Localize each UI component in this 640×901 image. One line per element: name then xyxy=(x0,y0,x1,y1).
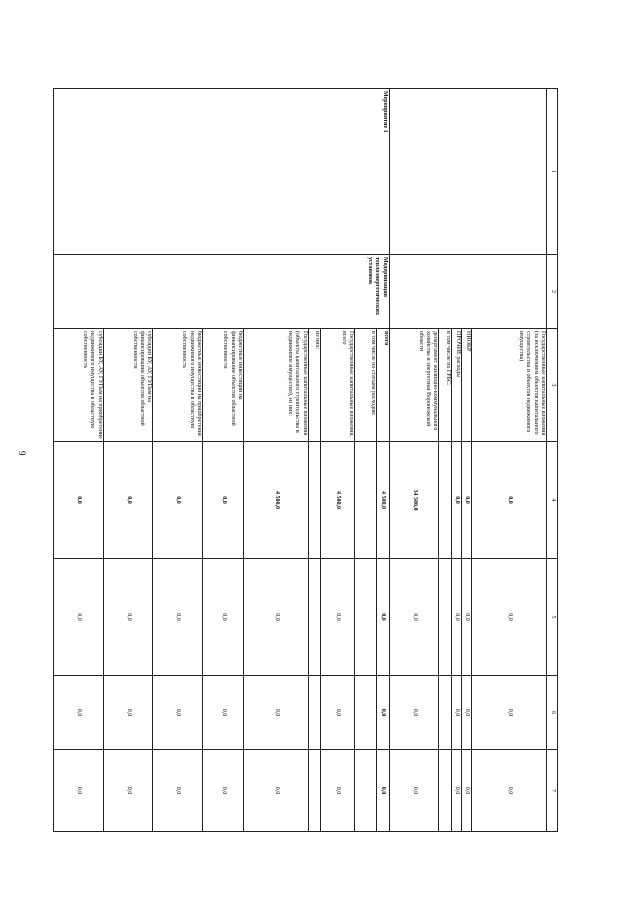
value-cell: 0,0 xyxy=(103,559,153,676)
value-cell: 0,0 xyxy=(203,676,244,750)
table-row xyxy=(376,89,389,832)
value-cell: 0,0 xyxy=(389,750,439,832)
item-cell: Государственные капитальные вложения (за исключением объектов капитального строительства и объектов недвижимого имущества) xyxy=(471,329,547,442)
budget-table xyxy=(53,88,558,832)
row-group-cell xyxy=(389,255,547,329)
value-cell xyxy=(308,676,320,750)
value-cell: 0,0 xyxy=(452,559,462,676)
header-cell: 2 xyxy=(547,255,558,329)
value-cell: 0,0 xyxy=(153,559,203,676)
value-cell: 0,0 xyxy=(54,676,104,750)
value-cell: 0,0 xyxy=(103,750,153,832)
value-cell: 0,0 xyxy=(244,750,309,832)
row-group-cell xyxy=(389,89,547,255)
value-cell: 0,0 xyxy=(153,676,203,750)
value-cell: 0,0 xyxy=(203,442,244,559)
header-row xyxy=(547,89,558,832)
document-sheet xyxy=(53,88,558,831)
value-cell: 0,0 xyxy=(54,750,104,832)
value-cell: 0,0 xyxy=(461,750,471,832)
table-body xyxy=(54,89,558,832)
header-cell: 1 xyxy=(547,89,558,255)
value-cell xyxy=(355,442,377,559)
value-cell: 0,0 xyxy=(471,676,547,750)
value-cell: 0,0 xyxy=(153,750,203,832)
value-cell: 0,0 xyxy=(54,559,104,676)
header-cell: 4 xyxy=(547,442,558,559)
value-cell xyxy=(439,750,452,832)
value-cell: 4 500,0 xyxy=(376,442,389,559)
value-cell xyxy=(439,676,452,750)
value-cell: 0,0 xyxy=(461,442,471,559)
header-cell: 3 xyxy=(547,329,558,442)
value-cell: 0,0 xyxy=(103,442,153,559)
value-cell: 0,0 xyxy=(471,559,547,676)
value-cell: 0,0 xyxy=(203,750,244,832)
value-cell: 0,0 xyxy=(452,676,462,750)
item-cell: Государственные капитальные вложения, всего xyxy=(320,329,355,442)
value-cell: 0,0 xyxy=(376,676,389,750)
value-cell xyxy=(355,559,377,676)
value-cell xyxy=(308,559,320,676)
value-cell: 0,0 xyxy=(389,559,439,676)
value-cell: 0,0 xyxy=(103,676,153,750)
value-cell: 0,0 xyxy=(461,676,471,750)
item-cell: бюджетные инвестиции на приобретение недвижимого имущества в областную собственность xyxy=(153,329,203,442)
item-cell: субсидии БУ, АУ, ГУПам на финансирование объектов областной собственности xyxy=(103,329,153,442)
value-cell: 0,0 xyxy=(244,559,309,676)
value-cell: 0,0 xyxy=(471,442,547,559)
item-cell: всего xyxy=(376,329,389,442)
value-cell xyxy=(308,750,320,832)
measure-name-cell: Мероприятие 1 xyxy=(54,89,390,255)
item-cell: ПРОЧИЕ расходы xyxy=(452,329,462,442)
header-cell: 7 xyxy=(547,750,558,832)
value-cell: 0,0 xyxy=(244,676,309,750)
item-cell: из них: xyxy=(308,329,320,442)
value-cell: 0,0 xyxy=(376,750,389,832)
value-cell: 0,0 xyxy=(153,442,203,559)
item-cell: Государственные капитальные вложения (объекты капитального строительства и недвижимое имущество), из них: xyxy=(244,329,309,442)
item-cell: субсидии БУ, АУ, ГУПам на приобретение недвижимого имущества в областную собственность xyxy=(54,329,104,442)
item-cell: НИОКР xyxy=(461,329,471,442)
value-cell: 0,0 xyxy=(452,750,462,832)
header-cell: 6 xyxy=(547,676,558,750)
value-cell: 0,0 xyxy=(389,676,439,750)
value-cell: 0,0 xyxy=(452,442,462,559)
page-number: 9 xyxy=(17,451,27,456)
value-cell: 0,0 xyxy=(320,676,355,750)
value-cell: 0,0 xyxy=(461,559,471,676)
value-cell: 0,0 xyxy=(376,559,389,676)
item-cell: в том числе по ГРБС: xyxy=(439,329,452,442)
value-cell: 4 500,0 xyxy=(320,442,355,559)
value-cell: 0,0 xyxy=(471,750,547,832)
header-cell: 5 xyxy=(547,559,558,676)
value-cell: 34 500,0 xyxy=(389,442,439,559)
value-cell: 0,0 xyxy=(320,750,355,832)
value-cell xyxy=(355,750,377,832)
value-cell xyxy=(439,559,452,676)
value-cell xyxy=(439,442,452,559)
value-cell: 0,0 xyxy=(54,442,104,559)
table-row xyxy=(471,89,547,832)
item-cell: бюджетные инвестиции на финансирование объектов областной собственности xyxy=(203,329,244,442)
value-cell xyxy=(355,676,377,750)
value-cell: 0,0 xyxy=(320,559,355,676)
rotated-table-wrapper xyxy=(53,88,558,831)
item-cell: департамент жилищно-коммунального хозяйства и энергетики Воронежской области xyxy=(389,329,439,442)
measure-title-cell: Модернизация теплоэнергетических установок xyxy=(54,255,390,329)
value-cell xyxy=(308,442,320,559)
item-cell: в том числе по статьям расходов: xyxy=(355,329,377,442)
value-cell: 4 500,0 xyxy=(244,442,309,559)
value-cell: 0,0 xyxy=(203,559,244,676)
